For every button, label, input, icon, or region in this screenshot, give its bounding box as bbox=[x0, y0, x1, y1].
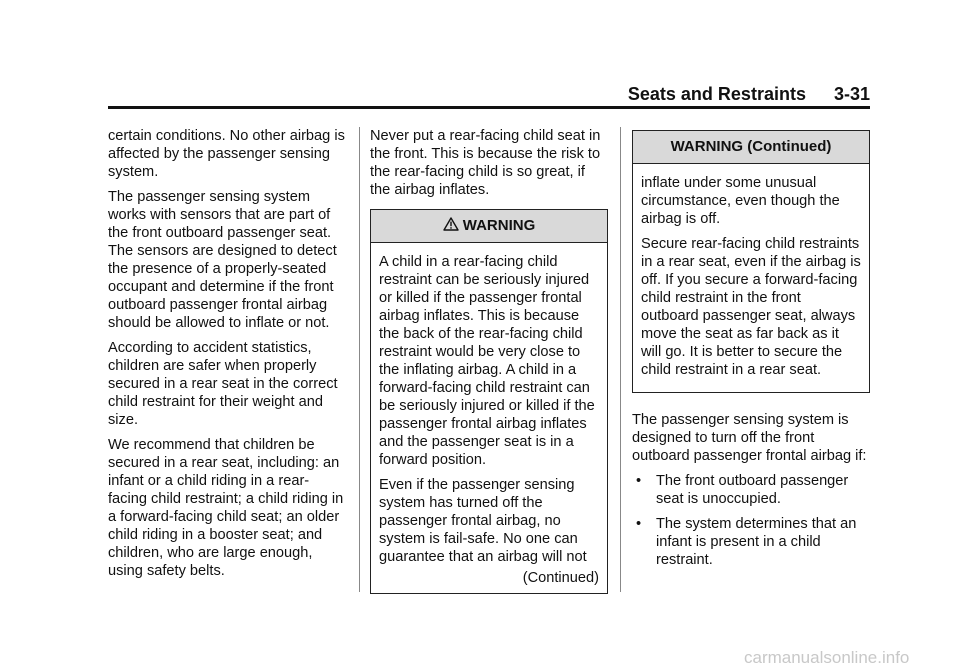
column-divider-1 bbox=[359, 127, 360, 592]
paragraph: The passenger sensing system works with sensors that are part of the front outboard passenger seat. The sensors are designed to detect the presence of a properly-seated occupant and determine if the front outboard passenger frontal airbag should be allowed to inflate or not. bbox=[108, 189, 337, 331]
section-title: Seats and Restraints bbox=[627, 84, 806, 104]
bullet-icon: • bbox=[636, 473, 642, 489]
warning-body bbox=[371, 243, 607, 593]
warning-paragraph: Even if the passenger sensing system has turned off the passenger frontal airbag, no system is fail-safe. No one can guarantee that an airbag will not bbox=[379, 477, 587, 565]
list-item-text: The system determines that an infant is present in a child restraint. bbox=[656, 516, 857, 568]
paragraph: According to accident statistics, children are safer when properly secured in a rear seat in the correct child restraint for their weight and size. bbox=[108, 340, 338, 428]
warning-paragraph: Secure rear-facing child restraints in a rear seat, even if the airbag is off. If you secure a forward-facing child restraint in the front outboard passenger seat, always move the seat as far back as it will go. It is better to secure the child restraint in a rear seat. bbox=[641, 236, 861, 378]
paragraph: We recommend that children be secured in a rear seat, including: an infant or a child riding in a rear-facing child restraint; a child riding in a forward-facing child seat; an older child riding in a booster seat; and children, who are large enough, using safety belts. bbox=[108, 437, 344, 579]
page-header bbox=[108, 84, 870, 104]
column-2 bbox=[370, 127, 608, 594]
warning-box bbox=[370, 209, 608, 594]
warning-header: WARNING (Continued) bbox=[633, 131, 869, 164]
paragraph: certain conditions. No other airbag is affected by the passenger sensing system. bbox=[108, 128, 345, 180]
list-item bbox=[632, 472, 870, 508]
page-number: 3-31 bbox=[833, 84, 870, 104]
warning-paragraph: A child in a rear-facing child restraint can be seriously injured or killed if the passenger frontal airbag inflates. This is because the back of the rear-facing child restraint would be very close to the inflating airbag. A child in a forward-facing child restraint can be seriously injured or killed if the passenger frontal airbag inflates and the passenger seat is in a forward position. bbox=[379, 254, 595, 468]
watermark: carmanualsonline.info bbox=[744, 648, 910, 667]
warning-title: WARNING bbox=[462, 217, 536, 234]
warning-triangle-icon bbox=[443, 217, 459, 231]
warning-paragraph: inflate under some unusual circumstance, even though the airbag is off. bbox=[641, 175, 840, 227]
bullet-icon: • bbox=[636, 516, 642, 532]
continued-label: (Continued) bbox=[522, 570, 599, 586]
warning-body bbox=[633, 164, 869, 392]
list-item bbox=[632, 515, 870, 569]
header-rule bbox=[108, 106, 870, 109]
column-divider-2 bbox=[620, 127, 621, 592]
column-3 bbox=[632, 130, 870, 576]
list-item-text: The front outboard passenger seat is unoccupied. bbox=[656, 473, 849, 507]
paragraph: The passenger sensing system is designed to turn off the front outboard passenger frontal airbag if: bbox=[632, 412, 867, 464]
warning-box-continued bbox=[632, 130, 870, 393]
bullet-list bbox=[632, 472, 870, 569]
warning-header bbox=[371, 210, 607, 243]
column-1 bbox=[108, 127, 348, 587]
paragraph: Never put a rear-facing child seat in the front. This is because the risk to the rear-facing child is so great, if the airbag inflates. bbox=[370, 128, 601, 198]
